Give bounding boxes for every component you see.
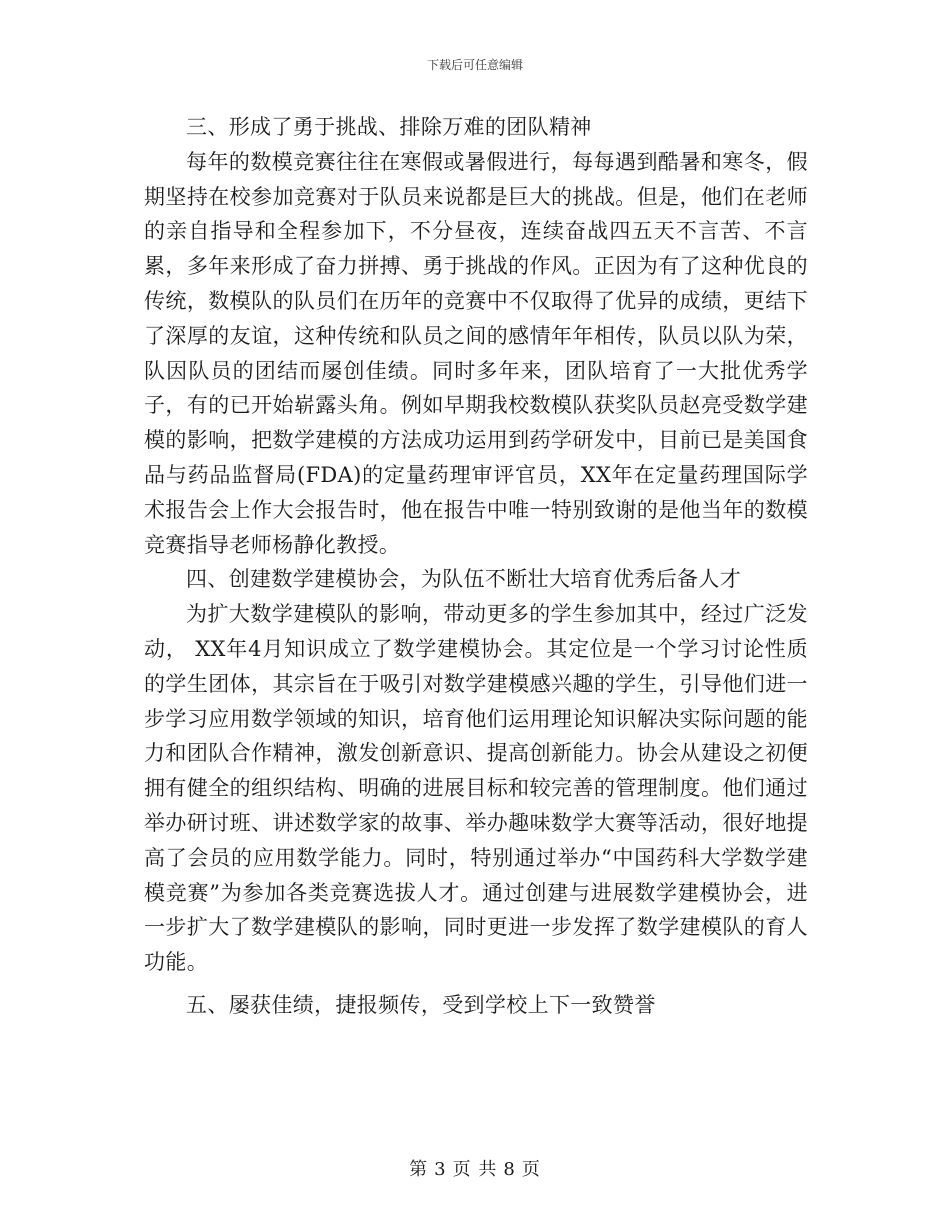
footer-suffix: 页 bbox=[521, 1159, 541, 1180]
section-body-4: 为扩大数学建模队的影响，带动更多的学生参加其中，经过广泛发动， XX年4月知识成立了数学建模协会。其定位是一个学习讨论性质的学生团体，其宗旨在于吸引对数学建模感兴趣的学生，引导他们进一步学习应用数学领域的知识，培育他们运用理论知识解决实际问题的能力和团队合作精神，激发创新意识、提高创新能力。协会从建设之初便拥有健全的组织结构、明确的进展目标和较完善的管理制度。他们通过举办研讨班、讲述数学家的故事、举办趣味数学大赛等活动，很好地提高了会员的应用数学能力。同时，特别通过举办“中国药科大学数学建模竞赛”为参加各类竞赛选拔人才。通过创建与进展数学建模协会，进一步扩大了数学建模队的影响，同时更进一步发挥了数学建模队的育人功能。 bbox=[144, 602, 808, 975]
section-heading-4: 四、创建数学建模协会，为队伍不断壮大培育优秀后备人才 bbox=[186, 567, 742, 592]
section-heading-3: 三、形成了勇于挑战、排除万难的团队精神 bbox=[186, 115, 592, 139]
footer-prefix: 第 bbox=[409, 1159, 429, 1180]
document-body bbox=[144, 110, 808, 1023]
section-body-3: 每年的数模竞赛往往在寒假或暑假进行，每每遇到酷暑和寒冬，假期坚持在校参加竞赛对于队员来说都是巨大的挑战。但是，他们在老师的亲自指导和全程参加下，不分昼夜，连续奋战四五天不言苦、不言累，多年来形成了奋力拼搏、勇于挑战的作风。正因为有了这种优良的传统，数模队的队员们在历年的竞赛中不仅取得了优异的成绩，更结下了深厚的友谊，这种传统和队员之间的感情年年相传，队员以队为荣，队因队员的团结而屡创佳绩。同时多年来，团队培育了一大批优秀学子，有的已开始崭露头角。例如早期我校数模队获奖队员赵亮受数学建模的影响，把数学建模的方法成功运用到药学研发中，目前已是美国食品与药品监督局(FDA)的定量药理审评官员，XX年在定量药理国际学术报告会上作大会报告时，他在报告中唯一特别致谢的是他当年的数模竞赛指导老师杨静化教授。 bbox=[144, 149, 808, 557]
footer-middle: 页 共 bbox=[452, 1159, 498, 1180]
page-footer bbox=[0, 1155, 950, 1181]
section-heading-5: 五、屡获佳绩，捷报频传，受到学校上下一致赞誉 bbox=[186, 992, 656, 1017]
current-page-number: 3 bbox=[434, 1159, 447, 1180]
page-header: 下载后可任意编辑 bbox=[426, 58, 523, 72]
total-page-number: 8 bbox=[503, 1159, 516, 1180]
